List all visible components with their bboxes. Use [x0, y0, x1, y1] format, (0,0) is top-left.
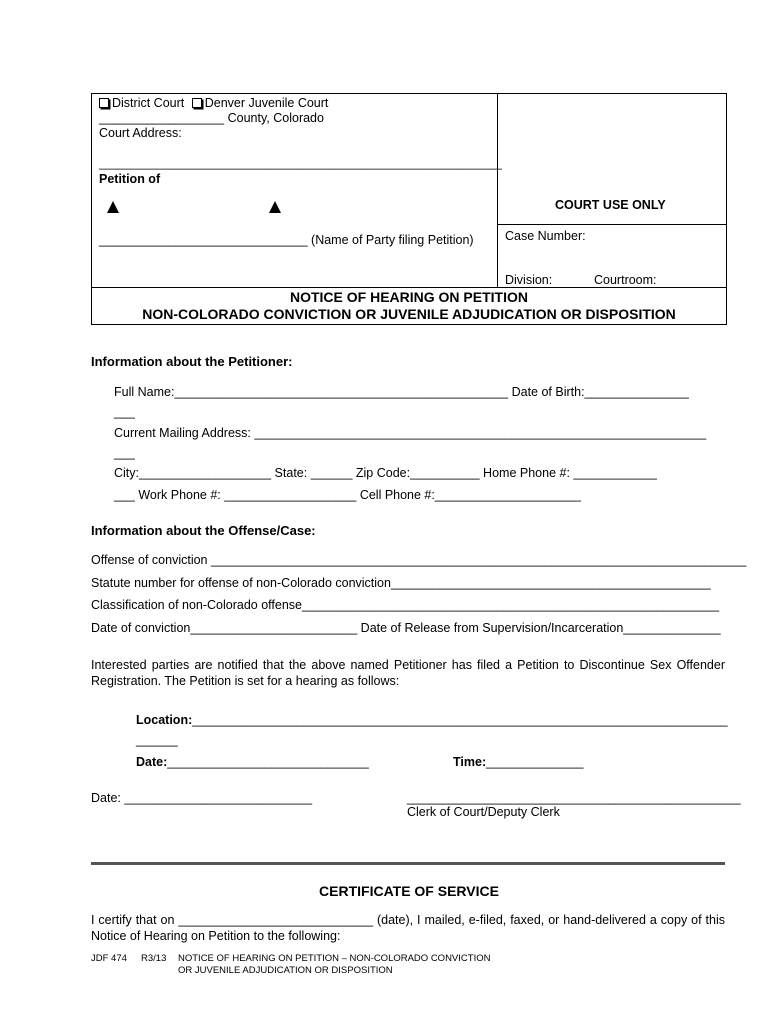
- caption-divider-vertical: [497, 94, 498, 287]
- district-court-checkbox[interactable]: [99, 98, 109, 108]
- petitioner-heading: Information about the Petitioner:: [91, 354, 293, 369]
- signature-date-line: ___________________________: [124, 791, 313, 805]
- caption-divider-title: [91, 287, 726, 288]
- triangle-marker-icon: [269, 201, 281, 213]
- full-name-field[interactable]: Full Name:________________________________________________ Date of Birth:_______________: [114, 385, 689, 399]
- statute-number-field[interactable]: Statute number for offense of non-Colorado conviction______________________________________________: [91, 576, 711, 590]
- petition-of-label: Petition of: [99, 172, 161, 186]
- footer-revision: R3/13: [141, 953, 167, 964]
- mailing-address-wrap: ___: [114, 446, 135, 460]
- party-name-field[interactable]: ______________________________ (Name of Party filing Petition): [99, 233, 474, 247]
- case-number-label: Case Number:: [505, 229, 586, 243]
- certificate-heading: CERTIFICATE OF SERVICE: [319, 883, 499, 899]
- hearing-date-label: Date:: [136, 755, 168, 769]
- hearing-location-field[interactable]: [136, 713, 728, 727]
- footer-title-line1: NOTICE OF HEARING ON PETITION – NON-COLORADO CONVICTION: [178, 953, 491, 964]
- certificate-text: I certify that on ____________________________ (date), I mailed, e-filed, faxed, or hand-delivered a copy of this Notice of Hearing on Petition to the following:: [91, 913, 725, 943]
- hearing-time-line: ______________: [486, 755, 584, 769]
- notice-paragraph: Interested parties are notified that the above named Petitioner has filed a Petition to Discontinue Sex Offender Registration. The Petition is set for a hearing as follows:: [91, 658, 725, 688]
- conviction-release-date-field[interactable]: Date of conviction________________________ Date of Release from Supervision/Incarceration______________: [91, 621, 721, 635]
- full-name-wrap: ___: [114, 405, 135, 419]
- location-wrap: ______: [136, 733, 178, 747]
- denver-juvenile-court-label: Denver Juvenile Court: [204, 96, 329, 110]
- offense-of-conviction-field[interactable]: Offense of conviction _____________________________________________________________________________: [91, 553, 747, 567]
- denver-juvenile-court-checkbox[interactable]: [192, 98, 202, 108]
- mailing-address-field[interactable]: Current Mailing Address: _________________________________________________________________: [114, 426, 707, 440]
- clerk-signature-line[interactable]: ________________________________________________: [407, 791, 741, 805]
- offense-heading: Information about the Offense/Case:: [91, 523, 316, 538]
- triangle-marker-icon: [107, 201, 119, 213]
- county-line[interactable]: __________________ County, Colorado: [99, 111, 324, 125]
- clerk-label: Clerk of Court/Deputy Clerk: [407, 805, 560, 819]
- document-title-line2: NON-COLORADO CONVICTION OR JUVENILE ADJUDICATION OR DISPOSITION: [142, 306, 676, 322]
- document-title-line1: NOTICE OF HEARING ON PETITION: [289, 289, 528, 305]
- signature-date-field[interactable]: [91, 791, 312, 805]
- work-cell-phone-field[interactable]: ___ Work Phone #: ___________________ Cell Phone #:_____________________: [114, 488, 581, 502]
- hearing-time-field[interactable]: [453, 755, 583, 769]
- city-state-zip-field[interactable]: City:___________________ State: ______ Zip Code:__________ Home Phone #: ____________: [114, 466, 657, 480]
- hearing-date-line: _____________________________: [167, 755, 369, 769]
- court-use-only-label: COURT USE ONLY: [555, 198, 666, 212]
- footer-form-id: JDF 474: [91, 953, 127, 964]
- location-line: _____________________________________________________________________________: [192, 713, 728, 727]
- courtroom-label: Courtroom:: [594, 273, 657, 287]
- classification-field[interactable]: Classification of non-Colorado offense____________________________________________________________: [91, 598, 720, 612]
- caption-divider-court-use: [497, 224, 726, 225]
- hearing-time-label: Time:: [453, 755, 487, 769]
- caption-signature-line: _______________________________________________________________: [99, 158, 502, 170]
- hearing-date-field[interactable]: [136, 755, 369, 769]
- division-label: Division:: [505, 273, 553, 287]
- location-label: Location:: [136, 713, 193, 727]
- signature-date-label: Date:: [91, 791, 125, 805]
- footer-title-line2: OR JUVENILE ADJUDICATION OR DISPOSITION: [178, 965, 393, 976]
- district-court-label: District Court: [112, 96, 185, 110]
- court-address-label: Court Address:: [99, 126, 182, 140]
- court-type-selector: [99, 96, 328, 110]
- section-separator: [91, 862, 725, 865]
